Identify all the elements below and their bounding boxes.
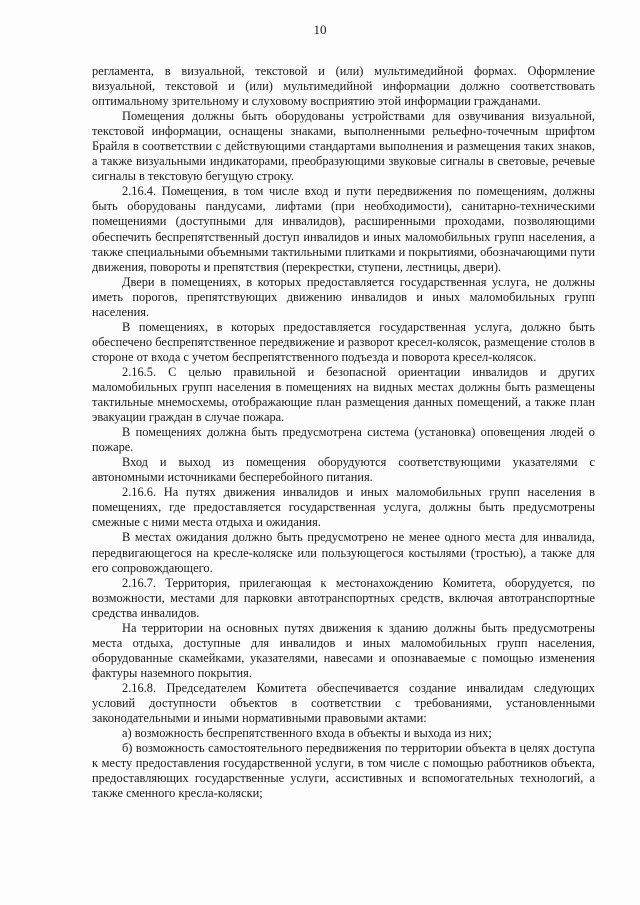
page-number: 10 <box>313 22 327 37</box>
list-item-b: б) возможность самостоятельного передвижения по территории объекта в целях доступа к месту предоставления государственной услуги, в том числе с помощью работников объекта, предоставляющих государственные услуги, ассистивных и вспомогательных технологий, а также сменного кресла-коляски; <box>92 741 595 801</box>
paragraph-fire-alarm: В помещениях должна быть предусмотрена система (установка) оповещения людей о пожаре. <box>92 425 595 455</box>
paragraph-rest-places: На территории на основных путях движения к зданию должны быть предусмотрены места отдыха, доступные для инвалидов и иных маломобильных групп населения, оборудованные скамейками, указателями, навесами и опознаваемые с помощью изменения фактуры наземного покрытия. <box>92 620 595 680</box>
paragraph-waiting-places: В местах ожидания должно быть предусмотрено не менее одного места для инвалида, передвигающегося на кресле-коляске или пользующегося костылями (тростью), а также для его сопровождающего. <box>92 530 595 575</box>
list-item-a: а) возможность беспрепятственного входа в объекты и выхода из них; <box>122 726 492 741</box>
paragraph-doors: Двери в помещениях, в которых предоставляется государственная услуга, не должны иметь порогов, препятствующих движению инвалидов и иных маломобильных групп населения. <box>92 274 595 319</box>
paragraph-2-16-6: 2.16.6. На путях движения инвалидов и иных маломобильных групп населения в помещениях, где предоставляется государственная услуга, должны быть предусмотрены смежные с ними места отдыха и ожидания. <box>92 485 595 530</box>
paragraph-continuation: регламента, в визуальной, текстовой и (или) мультимедийной формах. Оформление визуальной, текстовой и (или) мультимедийной информации должно соответствовать оптимальному зрительному и слуховому восприятию этой информации гражданами. <box>92 64 595 109</box>
document-body <box>92 64 595 801</box>
paragraph-wheelchair-movement: В помещениях, в которых предоставляется государственная услуга, должно быть обеспечено беспрепятственное передвижение и разворот кресел-колясок, размещение столов в стороне от входа с учетом беспрепятственного подъезда и поворота кресел-колясок. <box>92 319 595 364</box>
paragraph-2-16-4: 2.16.4. Помещения, в том числе вход и пути передвижения по помещениям, должны быть оборудованы пандусами, лифтами (при необходимости), санитарно-техническими помещениями (доступными для инвалидов), расширенными проходами, позволяющими обеспечить беспрепятственный доступ инвалидов и иных маломобильных групп населения, а также специальными объемными тактильными плитками и покрытиями, обозначающими пути движения, повороты и препятствия (перекрестки, ступени, лестницы, двери). <box>92 184 595 274</box>
paragraph-display-devices: Помещения должны быть оборудованы устройствами для озвучивания визуальной, текстовой информации, оснащены знаками, выполненными рельефно-точечным шрифтом Брайля в соответствии с действующими стандартами выполнения и размещения таких знаков, а также визуальными индикаторами, преобразующими звуковые сигналы в световые, речевые сигналы в текстовую бегущую строку. <box>92 109 595 184</box>
paragraph-2-16-8: 2.16.8. Председателем Комитета обеспечивается создание инвалидам следующих условий доступности объектов в соответствии с требованиями, установленными законодательными и иными нормативными правовыми актами: <box>92 680 595 726</box>
paragraph-2-16-5: 2.16.5. С целью правильной и безопасной ориентации инвалидов и других маломобильных групп населения в помещениях на видных местах должны быть размещены тактильные мнемосхемы, отображающие план размещения данных помещений, а также план эвакуации граждан в случае пожара. <box>92 364 595 425</box>
paragraph-2-16-7: 2.16.7. Территория, прилегающая к местонахождению Комитета, оборудуется, по возможности, местами для парковки автотранспортных средств, включая автотранспортные средства инвалидов. <box>92 575 595 620</box>
paragraph-entrance-exit: Вход и выход из помещения оборудуются соответствующими указателями с автономными источниками бесперебойного питания. <box>92 455 595 485</box>
